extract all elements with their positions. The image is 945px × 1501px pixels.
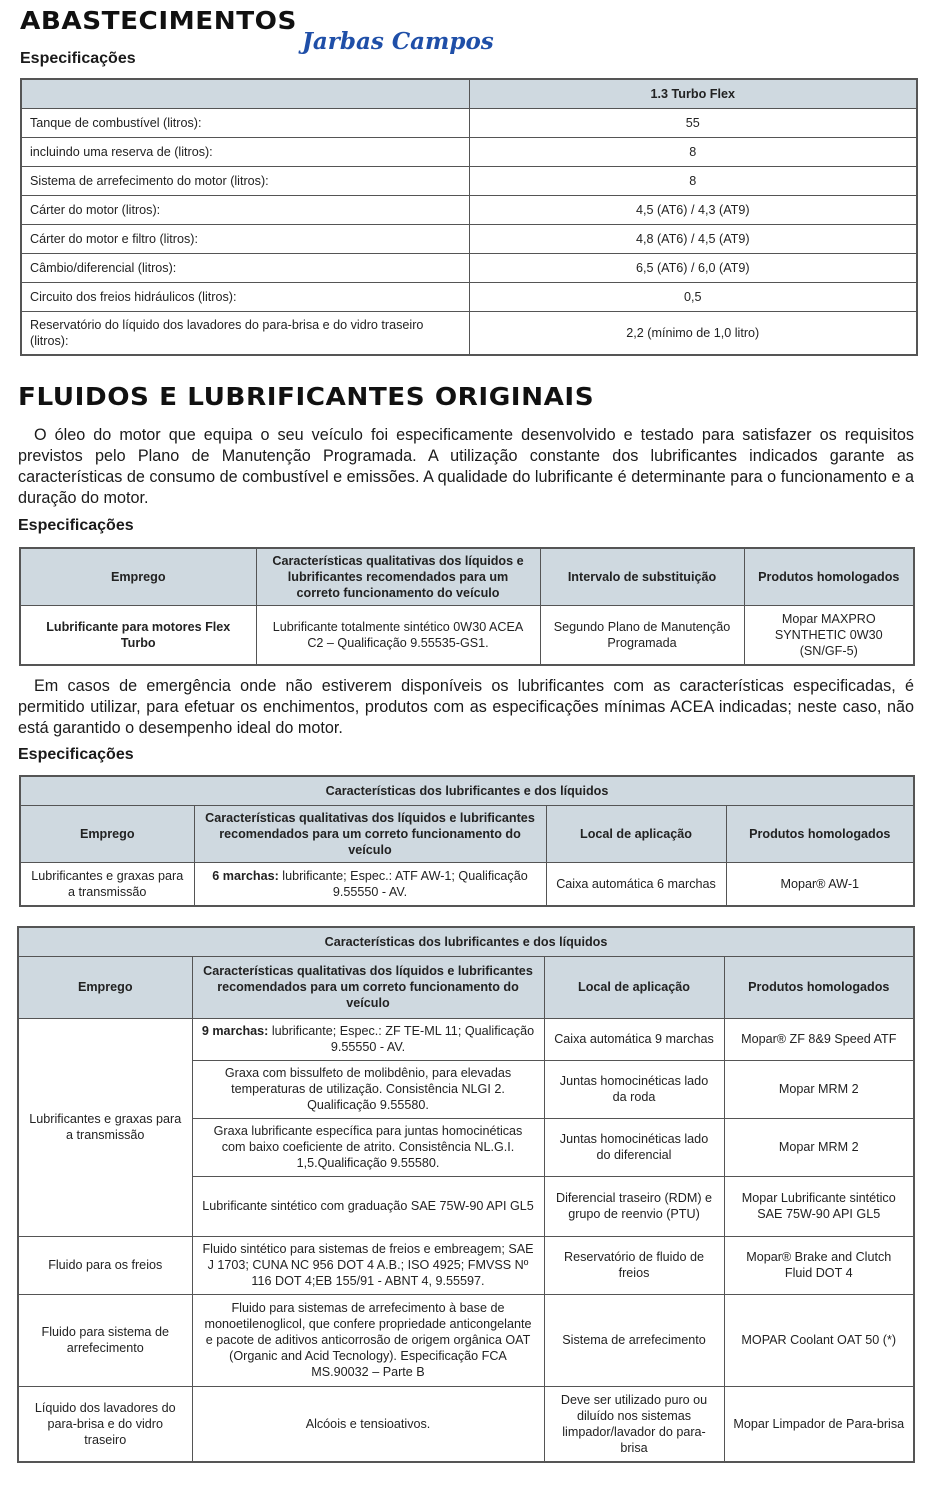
capacities-table bbox=[20, 78, 918, 356]
table-row bbox=[18, 1386, 914, 1462]
page-title: ABASTECIMENTOS bbox=[20, 6, 297, 35]
table-row bbox=[21, 311, 917, 355]
col-header: Produtos homologados bbox=[726, 805, 914, 862]
col-header: Produtos homologados bbox=[744, 548, 914, 605]
cell-product: Mopar Limpador de Para-brisa bbox=[724, 1386, 914, 1462]
cell-spec: Fluido sintético para sistemas de freios e embreagem; SAE J 1703; CUNA NC 956 DOT 4 A.B.; ISO 4925; FMVSS Nº 116 DOT 4;EB 155/91 - ABNT 4, 9.55597. bbox=[192, 1236, 544, 1294]
row-value: 6,5 (AT6) / 6,0 (AT9) bbox=[469, 253, 917, 282]
table-row bbox=[21, 224, 917, 253]
cell-local: Sistema de arrefecimento bbox=[544, 1294, 724, 1386]
section-subtitle: Especificações bbox=[18, 746, 134, 763]
row-value: 8 bbox=[469, 137, 917, 166]
col-header: Características qualitativas dos líquidos e lubrificantes recomendados para um correto funcionamento do veículo bbox=[194, 805, 546, 862]
table-caption: Características dos lubrificantes e dos líquidos bbox=[18, 927, 914, 956]
cell-emprego: Líquido dos lavadores do para-brisa e do vidro traseiro bbox=[18, 1386, 192, 1462]
table-row bbox=[18, 1018, 914, 1060]
cell-product: Mopar MRM 2 bbox=[724, 1118, 914, 1176]
cell-spec: Graxa lubrificante específica para juntas homocinéticas com baixo coeficiente de atrito. Consistência NL.G.I. 1,5.Qualificação 9.55580. bbox=[192, 1118, 544, 1176]
row-label: Circuito dos freios hidráulicos (litros): bbox=[21, 282, 469, 311]
transmission-at6-table bbox=[19, 775, 915, 907]
cell-interval: Segundo Plano de Manutenção Programada bbox=[540, 605, 744, 665]
cell-local: Caixa automática 9 marchas bbox=[544, 1018, 724, 1060]
col-header: Produtos homologados bbox=[724, 956, 914, 1018]
cell-product: Mopar MRM 2 bbox=[724, 1060, 914, 1118]
cell-emprego: Lubrificantes e graxas para a transmissão bbox=[18, 1018, 192, 1236]
spec-bold: 9 marchas: bbox=[201, 1024, 269, 1038]
cell-local: Juntas homocinéticas lado da roda bbox=[544, 1060, 724, 1118]
row-value: 4,5 (AT6) / 4,3 (AT9) bbox=[469, 195, 917, 224]
cell-local: Deve ser utilizado puro ou diluído nos sistemas limpador/lavador do para-brisa bbox=[544, 1386, 724, 1462]
col-header: Emprego bbox=[20, 805, 194, 862]
row-label: Tanque de combustível (litros): bbox=[21, 108, 469, 137]
row-label: Sistema de arrefecimento do motor (litros): bbox=[21, 166, 469, 195]
cell-product: MOPAR Coolant OAT 50 (*) bbox=[724, 1294, 914, 1386]
cell-product: Mopar Lubrificante sintético SAE 75W-90 API GL5 bbox=[724, 1176, 914, 1236]
row-value: 4,8 (AT6) / 4,5 (AT9) bbox=[469, 224, 917, 253]
table-row bbox=[21, 108, 917, 137]
row-label: Cárter do motor (litros): bbox=[21, 195, 469, 224]
row-value: 8 bbox=[469, 166, 917, 195]
row-value: 2,2 (mínimo de 1,0 litro) bbox=[469, 311, 917, 355]
spec-bold: 6 marchas: bbox=[212, 868, 279, 883]
fluids-title: FLUIDOS E LUBRIFICANTES ORIGINAIS bbox=[18, 382, 595, 411]
cell-spec: Graxa com bissulfeto de molibdênio, para elevadas temperaturas de utilização. Consistência NLGI 2. Qualificação 9.55580. bbox=[192, 1060, 544, 1118]
capacities-header-engine: 1.3 Turbo Flex bbox=[469, 79, 917, 108]
fluids-main-table bbox=[17, 926, 915, 1463]
table-row bbox=[21, 282, 917, 311]
cell-product: Mopar® AW-1 bbox=[726, 862, 914, 906]
row-value: 55 bbox=[469, 108, 917, 137]
table-row bbox=[21, 137, 917, 166]
author-signature: Jarbas Campos bbox=[302, 28, 494, 55]
table-row bbox=[18, 1294, 914, 1386]
row-label: Reservatório do líquido dos lavadores do para-brisa e do vidro traseiro (litros): bbox=[21, 311, 469, 355]
cell-spec bbox=[192, 1018, 544, 1060]
cell-emprego: Fluido para sistema de arrefecimento bbox=[18, 1294, 192, 1386]
section-subtitle: Especificações bbox=[18, 517, 134, 534]
fluids-intro: O óleo do motor que equipa o seu veículo foi especificamente desenvolvido e testado para satisfazer os requisitos previstos pelo Plano de Manutenção Programada. A utilização constante dos lubrificantes indicados garante as características de consumo de combustível e emissões. A qualidade do lubrificante é determinante para o funcionamento e a duração do motor. bbox=[18, 426, 914, 507]
section-subtitle: Especificações bbox=[20, 50, 136, 67]
cell-product: Mopar® ZF 8&9 Speed ATF bbox=[724, 1018, 914, 1060]
cell-spec: Lubrificante totalmente sintético 0W30 ACEA C2 – Qualificação 9.55535-GS1. bbox=[256, 605, 540, 665]
col-header: Local de aplicação bbox=[546, 805, 726, 862]
table-row bbox=[20, 862, 914, 906]
table-row bbox=[21, 253, 917, 282]
row-label: Cárter do motor e filtro (litros): bbox=[21, 224, 469, 253]
cell-spec bbox=[194, 862, 546, 906]
cell-spec: Lubrificante sintético com graduação SAE 75W-90 API GL5 bbox=[192, 1176, 544, 1236]
col-header: Emprego bbox=[18, 956, 192, 1018]
cell-local: Juntas homocinéticas lado do diferencial bbox=[544, 1118, 724, 1176]
engine-oil-table bbox=[19, 547, 915, 666]
col-header: Emprego bbox=[20, 548, 256, 605]
table-row bbox=[21, 166, 917, 195]
spec-text: lubrificante; Espec.: ZF TE-ML 11; Qualificação 9.55550 - AV. bbox=[268, 1024, 535, 1054]
col-header: Local de aplicação bbox=[544, 956, 724, 1018]
cell-emprego: Fluido para os freios bbox=[18, 1236, 192, 1294]
table-row bbox=[20, 605, 914, 665]
row-label: Câmbio/diferencial (litros): bbox=[21, 253, 469, 282]
cell-local: Caixa automática 6 marchas bbox=[546, 862, 726, 906]
cell-emprego: Lubrificantes e graxas para a transmissão bbox=[20, 862, 194, 906]
cell-local: Reservatório de fluido de freios bbox=[544, 1236, 724, 1294]
cell-local: Diferencial traseiro (RDM) e grupo de reenvio (PTU) bbox=[544, 1176, 724, 1236]
cell-product: Mopar® Brake and Clutch Fluid DOT 4 bbox=[724, 1236, 914, 1294]
capacities-header-blank bbox=[21, 79, 469, 108]
col-header: Características qualitativas dos líquidos e lubrificantes recomendados para um correto funcionamento do veículo bbox=[256, 548, 540, 605]
row-value: 0,5 bbox=[469, 282, 917, 311]
cell-product: Mopar MAXPRO SYNTHETIC 0W30 (SN/GF-5) bbox=[744, 605, 914, 665]
row-label: incluindo uma reserva de (litros): bbox=[21, 137, 469, 166]
col-header: Características qualitativas dos líquidos e lubrificantes recomendados para um correto funcionamento do veículo bbox=[192, 956, 544, 1018]
table-row bbox=[18, 1236, 914, 1294]
table-row bbox=[21, 195, 917, 224]
cell-spec: Fluido para sistemas de arrefecimento à base de monoetilenoglicol, que confere propriedade anticongelante e pacote de aditivos anticorrosão de origem orgânica OAT (Organic and Acid Tecnology). Especificação FCA MS.90032 – Parte B bbox=[192, 1294, 544, 1386]
col-header: Intervalo de substituição bbox=[540, 548, 744, 605]
spec-text: lubrificante; Espec.: ATF AW-1; Qualificação 9.55550 - AV. bbox=[278, 868, 528, 899]
cell-emprego: Lubrificante para motores Flex Turbo bbox=[20, 605, 256, 665]
emergency-note: Em casos de emergência onde não estiverem disponíveis os lubrificantes com as características especificadas, é permitido utilizar, para efetuar os enchimentos, produtos com as especificações mínimas ACEA indicadas; neste caso, não está garantido o desempenho ideal do motor. bbox=[18, 677, 914, 737]
table-caption: Características dos lubrificantes e dos líquidos bbox=[20, 776, 914, 805]
cell-spec: Alcóois e tensioativos. bbox=[192, 1386, 544, 1462]
